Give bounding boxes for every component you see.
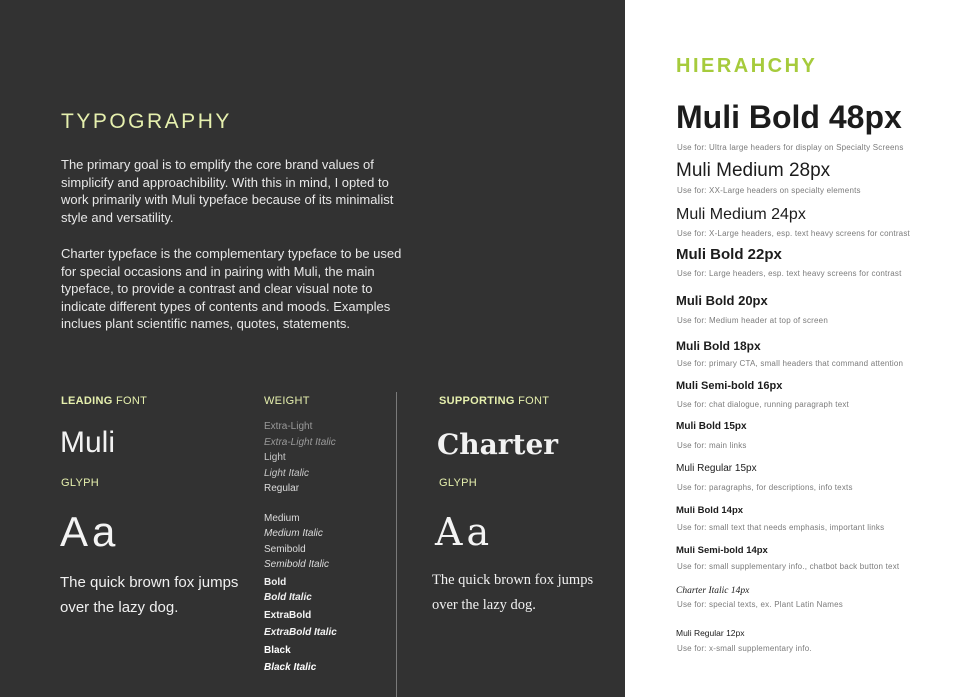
hierarchy-item-use: Use for: XX-Large headers on specialty elements — [677, 186, 861, 195]
weight-item: Medium — [264, 512, 300, 524]
hierarchy-item-name: Muli Bold 20px — [676, 293, 768, 308]
supporting-glyph-label: GLYPH — [439, 477, 477, 489]
weight-item: Semibold — [264, 543, 306, 555]
supporting-font-label — [439, 395, 549, 407]
leading-font-name: Muli — [60, 426, 116, 459]
supporting-glyph-sample: Aa — [435, 510, 494, 554]
leading-font-label — [61, 395, 147, 407]
hierarchy-item-use: Use for: chat dialogue, running paragraph text — [677, 400, 849, 409]
column-divider — [396, 392, 397, 697]
weight-item: Semibold Italic — [264, 559, 330, 570]
hierarchy-item-name: Muli Bold 18px — [676, 339, 761, 353]
weight-item: ExtraBold Italic — [264, 627, 337, 638]
weight-item: Black — [264, 644, 291, 656]
hierarchy-item-use: Use for: main links — [677, 441, 747, 450]
leading-label-bold: LEADING — [61, 395, 113, 407]
weight-label: WEIGHT — [264, 395, 310, 407]
intro-paragraph-2: Charter typeface is the complementary typeface to be used for special occasions and in pairing with Muli, the main typeface, to provide a contrast and clear visual note to indicate different types of contents and moods. Examples inclues plant scientific names, quotes, statements. — [61, 246, 402, 332]
hierarchy-item-use: Use for: small supplementary info., chatbot back button text — [677, 562, 900, 571]
hierarchy-item-use: Use for: x-small supplementary info. — [677, 644, 812, 653]
weight-item: Light — [264, 452, 286, 463]
hierarchy-item-use: Use for: special texts, ex. Plant Latin Names — [677, 600, 843, 609]
weight-item: ExtraBold — [264, 609, 312, 621]
supporting-pangram: The quick brown fox jumps over the lazy dog. — [432, 572, 594, 613]
hierarchy-item-name: Muli Semi-bold 16px — [676, 380, 783, 392]
hierarchy-item-use: Use for: small text that needs emphasis, important links — [677, 523, 885, 532]
leading-label-rest: FONT — [115, 395, 148, 407]
hierarchy-item-use: Use for: Medium header at top of screen — [677, 316, 828, 325]
hierarchy-item-name: Charter Italic 14px — [676, 586, 750, 596]
hierarchy-item-name: Muli Bold 22px — [676, 246, 782, 263]
weight-list — [264, 419, 337, 676]
hierarchy-item-name: Muli Bold 15px — [676, 421, 747, 432]
supporting-font-name: Charter — [437, 428, 559, 461]
typography-title: TYPOGRAPHY — [61, 110, 232, 133]
hierarchy-title: HIERAHCHY — [676, 55, 818, 77]
weight-item: Extra-Light — [264, 421, 313, 432]
supporting-label-rest: FONT — [518, 395, 550, 407]
hierarchy-item-name: Muli Bold 14px — [676, 505, 744, 516]
leading-pangram: The quick brown fox jumps over the lazy dog. — [60, 574, 239, 616]
intro-paragraph-1: The primary goal is to emplify the core brand values of simplicify and approachibility. With this in mind, I opted to work primarily with Muli typeface because of its minimalist style and versatility. — [61, 157, 394, 225]
weight-item: Regular — [264, 483, 300, 494]
weight-item: Bold Italic — [264, 592, 312, 603]
hierarchy-item-name: Muli Medium 28px — [676, 160, 831, 181]
hierarchy-item-name: Muli Bold 48px — [676, 99, 902, 135]
leading-glyph-label: GLYPH — [61, 477, 99, 489]
leading-glyph-sample: Aa — [60, 508, 120, 555]
weight-item: Black Italic — [264, 662, 317, 673]
hierarchy-item-name: Muli Semi-bold 14px — [676, 545, 768, 556]
hierarchy-item-use: Use for: Large headers, esp. text heavy screens for contrast — [677, 269, 902, 278]
weight-item: Light Italic — [264, 467, 310, 479]
hierarchy-item-use: Use for: Ultra large headers for display on Specialty Screens — [677, 143, 904, 152]
weight-item: Medium Italic — [264, 528, 323, 539]
hierarchy-item-name: Muli Regular 15px — [676, 463, 757, 474]
weight-item: Extra-Light Italic — [264, 436, 336, 448]
supporting-label-bold: SUPPORTING — [439, 395, 515, 407]
hierarchy-item-use: Use for: primary CTA, small headers that command attention — [677, 359, 904, 368]
hierarchy-item-use: Use for: paragraphs, for descriptions, info texts — [677, 483, 853, 492]
hierarchy-item-name: Muli Regular 12px — [676, 628, 745, 638]
hierarchy-item-name: Muli Medium 24px — [676, 206, 806, 223]
weight-item: Bold — [264, 576, 287, 588]
hierarchy-item-use: Use for: X-Large headers, esp. text heavy screens for contrast — [677, 229, 910, 238]
